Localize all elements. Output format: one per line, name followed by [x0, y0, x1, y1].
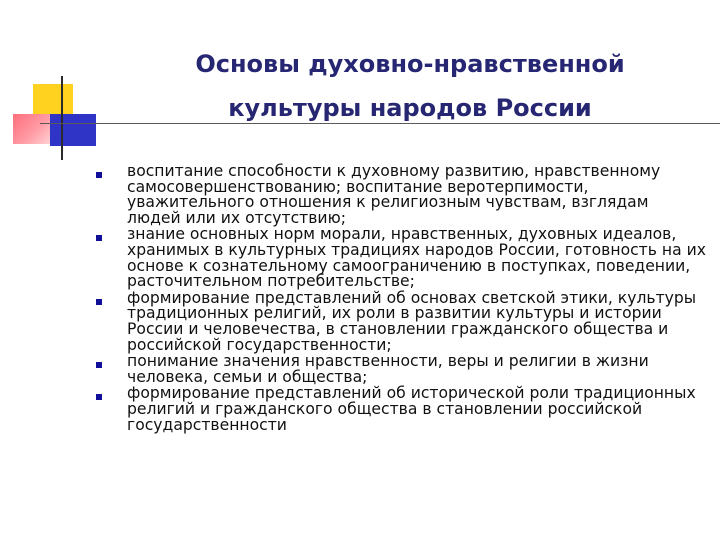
- list-item: [96, 164, 706, 226]
- bullet-list: [96, 164, 706, 434]
- list-item: [96, 354, 706, 385]
- square-bullet-icon: [96, 362, 102, 368]
- decor-vertical-line: [61, 76, 63, 160]
- decor-blue-square: [50, 114, 96, 146]
- square-bullet-icon: [96, 299, 102, 305]
- list-item: [96, 227, 706, 289]
- list-item: [96, 386, 706, 433]
- title-line-2: культуры народов России: [228, 94, 592, 122]
- square-bullet-icon: [96, 172, 102, 178]
- square-bullet-icon: [96, 235, 102, 241]
- list-item: [96, 288, 706, 354]
- bullet-text: формирование представлений об основах светской этики, культуры традиционных религий, их роли в развитии культуры и истории России и человечества, в становлении гражданского общества и российской государственности;: [127, 288, 697, 354]
- bullet-text: знание основных норм морали, нравственных, духовных идеалов, хранимых в культурных традициях народов России, готовность на их основе к сознательному самоограничению в поступках, поведении, расточительном потребительстве;: [127, 225, 706, 291]
- bullet-text: понимание значения нравственности, веры и религии в жизни человека, семьи и общества;: [127, 352, 649, 386]
- bullet-text: воспитание способности к духовному развитию, нравственному самосовершенствованию; воспитание веротерпимости, уважительного отношения к религиозным чувствам, взглядам людей или их отсутствию;: [127, 162, 661, 227]
- bullet-text: формирование представлений об исторической роли традиционных религий и гражданского общества в становлении российской государственности: [127, 384, 696, 434]
- square-bullet-icon: [96, 394, 102, 400]
- decor-red-square: [13, 114, 51, 144]
- title-line-1: Основы духовно-нравственной: [195, 50, 625, 78]
- slide-title: [100, 42, 720, 130]
